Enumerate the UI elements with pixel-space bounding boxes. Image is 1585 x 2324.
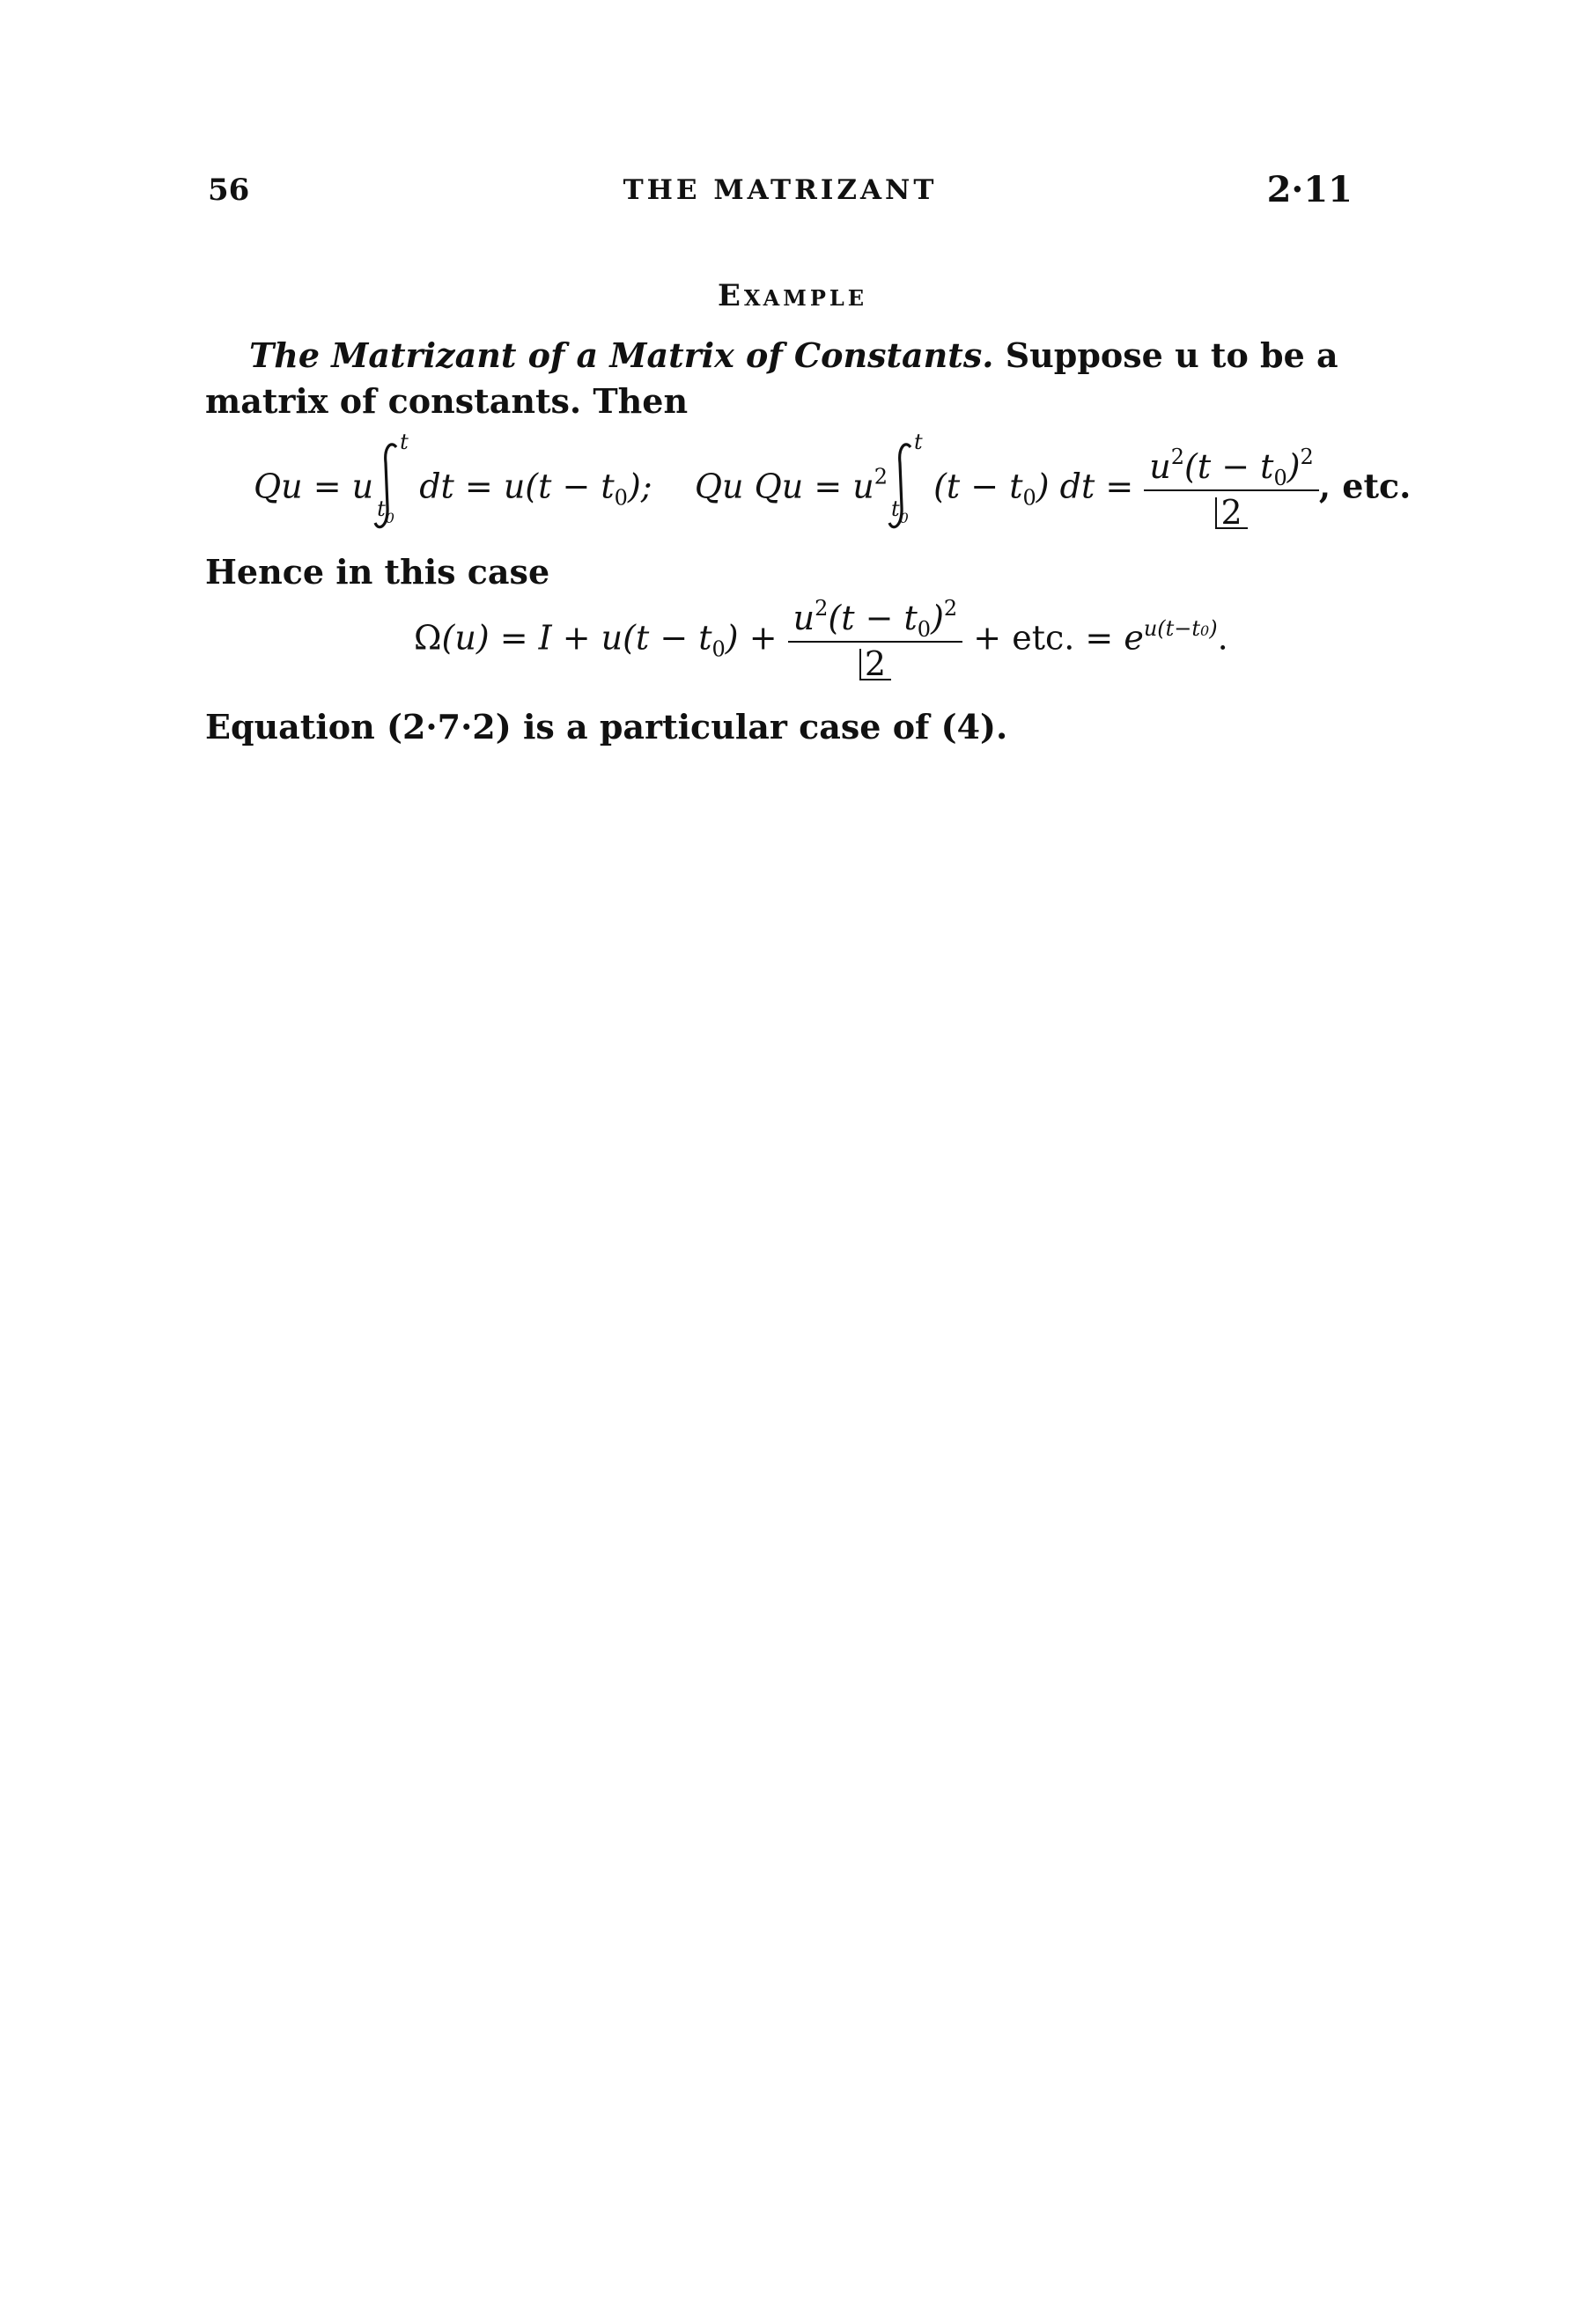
hence-paragraph: Hence in this case — [205, 552, 550, 592]
equation-1: Qu = u t $t_0$ dt = $u(t - t_0)$; Qu $Qu = u^2$ t $t_0$ $(t - t_0)$ dt = $\frac{u^2(t - t_0)^2}{2}$ , etc. — [254, 430, 1412, 532]
example-heading: Example — [717, 278, 868, 313]
equation-2: $\Omega(u) = I + u(t - t_0)$ + $\frac{u^2(t - t_0)^2}{2}$ + etc. = $e^{u(t-t0)}$. — [414, 596, 1228, 683]
fraction: $\frac{u^2(t - t_0)^2}{2}$ — [788, 599, 963, 683]
intro-paragraph — [205, 333, 1350, 424]
running-title: THE MATRIZANT — [623, 174, 938, 206]
integral-sign: t $t_0$ — [377, 430, 409, 526]
integral-sign: t $t_0$ — [891, 430, 923, 526]
page-header — [208, 169, 1353, 215]
section-number: 2·11 — [1266, 169, 1353, 210]
intro-italic-title: The Matrizant of a Matrix of Constants. — [249, 335, 994, 375]
fraction: $\frac{u^2(t - t_0)^2}{2}$ — [1144, 447, 1319, 532]
intro-text: Suppose u to be a matrix of constants. Then — [205, 335, 1338, 421]
page-number: 56 — [208, 173, 250, 208]
closing-paragraph: Equation (2·7·2) is a particular case of (4). — [205, 707, 1008, 746]
